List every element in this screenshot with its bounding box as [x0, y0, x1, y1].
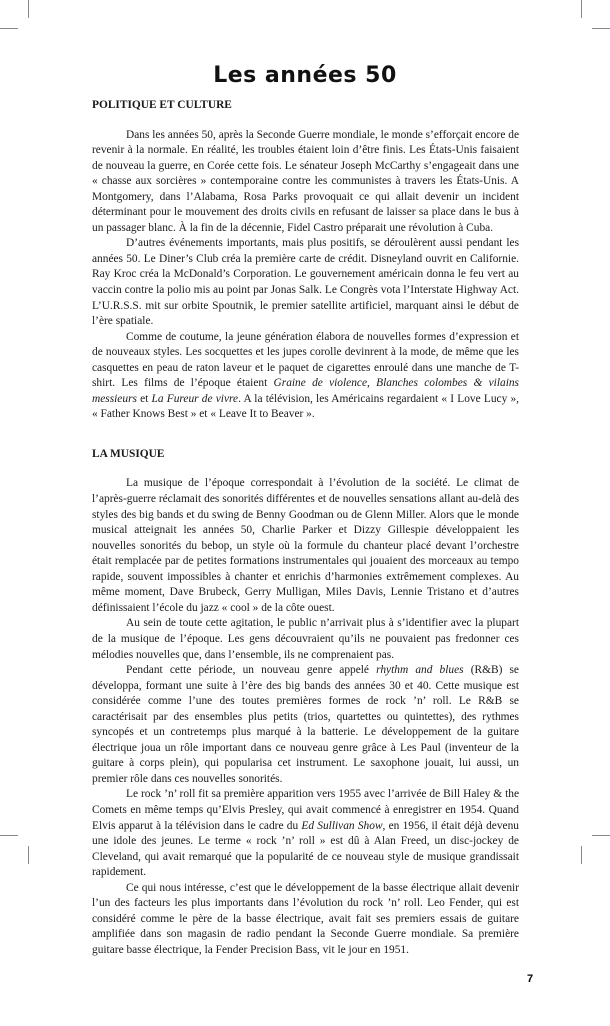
page-body [92, 90, 519, 958]
section-politics [92, 98, 519, 423]
show-title: Ed Sullivan Show [301, 819, 383, 832]
paragraph [92, 663, 519, 787]
crop-mark [28, 0, 29, 18]
paragraph: Dans les années 50, après la Seconde Guerre mondiale, le monde s’efforçait encore de revenir à la normale. En réalité, les troubles étaient loin d’être finis. Les États-Unis faisaient de nouveau la guerre, en Corée cette fois. Le sénateur Joseph McCarthy s’engageait dans une « chasse aux sorcières » contemporaine contre les communistes à travers les États-Unis. A Montgomery, dans l’Alabama, Rosa Parks provoquait ce qui allait devenir un incident déterminant pour le mouvement des droits civils en refusant de laisser sa place dans le bus à un passager blanc. À la fin de la décennie, Fidel Castro préparait une révolution à Cuba. [92, 128, 519, 234]
page-number: 7 [527, 973, 534, 986]
crop-mark [581, 846, 582, 864]
text: , en 1956, il était déjà devenu une idole des jeunes. Le terme « rock ’n’ roll » est dû à Alan Freed, un disc-jockey de Cleveland, qui avait remarqué que la popularité de ce nouveau style de musique grandissait rapidement. [92, 819, 519, 879]
crop-mark [592, 835, 610, 836]
paragraph: D’autres événements importants, mais plus positifs, se déroulèrent aussi pendant les années 50. Le Diner’s Club créa la première carte de crédit. Disneyland ouvrit en Californie. Ray Kroc créa la McDonald’s Corporation. Le gouvernement américain donna le feu vert au vaccin contre la polio mis au point par Jonas Salk. Le Congrès vota l’Interstate Highway Act. L’U.R.S.S. mit sur orbite Spoutnik, le premier satellite artificiel, marquant ainsi le début de l’ère spatiale. [92, 237, 519, 328]
film-title: Blanches colombes & vilains messieurs [92, 377, 519, 405]
paragraph: La musique de l’époque correspondait à l’évolution de la société. Le climat de l’après-guerre réclamait des sonorités différentes et de nouvelles sensations allant au-delà des styles des big bands et du swing de Benny Goodman ou de Glenn Miller. Alors que le monde musical atteignait les années 50, Charlie Parker et Dizzy Gillespie développaient les nouvelles sonorités du bebop, un style où la formule du chanteur placé devant l’orchestre était remplacée par de petites formations instrumentales qui jouaient des morceaux au tempo rapide, souvent impossibles à chanter et enrichis d’harmonies extrêmement complexes. Au même moment, Dave Brubeck, Gerry Mulligan, Miles Davis, Lennie Tristano et d’autres définissaient l’école du jazz « cool » de la côte ouest. [92, 477, 519, 614]
paragraph: Au sein de toute cette agitation, le public n’arrivait plus à s’identifier avec la plupart de la musique de l’époque. Les gens découvraient qu’ils ne pouvaient pas fredonner ces mélodies nouvelles que, dans l’ensemble, ils ne comprenaient pas. [92, 617, 519, 661]
crop-mark [28, 846, 29, 864]
text: , [367, 377, 377, 390]
text: (R&B) se développa, formant une suite à l’ère des big bands des années 30 et 40. Cette musique est considérée comme l’une des toutes premières formes de rock ’n’ roll. Le R&B se caractérisait par des ensembles plus petits (trios, quartettes ou quintettes), des rythmes syncopés et un contretemps plus marqué à la batterie. Le développement de la guitare électrique joua un rôle important dans ce nouveau genre grâce à Les Paul (inventeur de la guitare à corps plein), qui popularisa cet instrument. Le saxophone jouait, lui aussi, un premier rôle dans ces nouvelles sonorités. [92, 664, 519, 785]
paragraph: Ce qui nous intéresse, c’est que le développement de la basse électrique allait devenir l’un des facteurs les plus importants dans l’évolution du rock ’n’ roll. Leo Fender, qui est considéré comme le père de la basse électrique, avait fait ses premiers essais de guitare amplifiée dans son magasin de radio pendant la Seconde Guerre mondiale. Sa première guitare basse électrique, la Fender Precision Bass, vit le jour en 1951. [92, 881, 519, 956]
section-music [92, 447, 519, 959]
genre-term: rhythm and blues [376, 664, 464, 677]
text: et [136, 392, 152, 405]
page-title-text: Les années 50 [213, 63, 397, 88]
text: . A la télévision, les Américains regardaient « I Love Lucy », « Father Knows Best » et « Leave It to Beaver ». [92, 392, 520, 421]
text: Le rock ’n’ roll fit sa première apparition vers 1955 avec l’arrivée de Bill Haley & the Comets en même temps qu’Elvis Presley, qui avait commencé à enregistrer en 1954. Quand Elvis apparut à la télévision dans le cadre du [92, 788, 519, 832]
crop-mark [592, 28, 610, 29]
film-title: La Fureur de vivre [151, 392, 239, 405]
text: Pendant cette période, un nouveau genre appelé [126, 664, 377, 677]
section-heading: LA MUSIQUE [92, 447, 165, 460]
text: Comme de coutume, la jeune génération élabora de nouvelles formes d’expression et de nouveaux styles. Les socquettes et les jupes corolle devinrent à la mode, de même que les casquettes en peau de raton laveur et le paquet de cigarettes enroulé dans une manche de T-shirt. Les films de l’époque étaient [92, 330, 519, 390]
section-heading: POLITIQUE ET CULTURE [92, 99, 232, 111]
paragraph [92, 787, 519, 880]
crop-mark [581, 0, 582, 18]
crop-mark [0, 28, 18, 29]
paragraph [92, 330, 519, 423]
page-title [0, 0, 610, 90]
crop-mark [0, 835, 18, 836]
film-title: Graine de violence [273, 377, 368, 390]
